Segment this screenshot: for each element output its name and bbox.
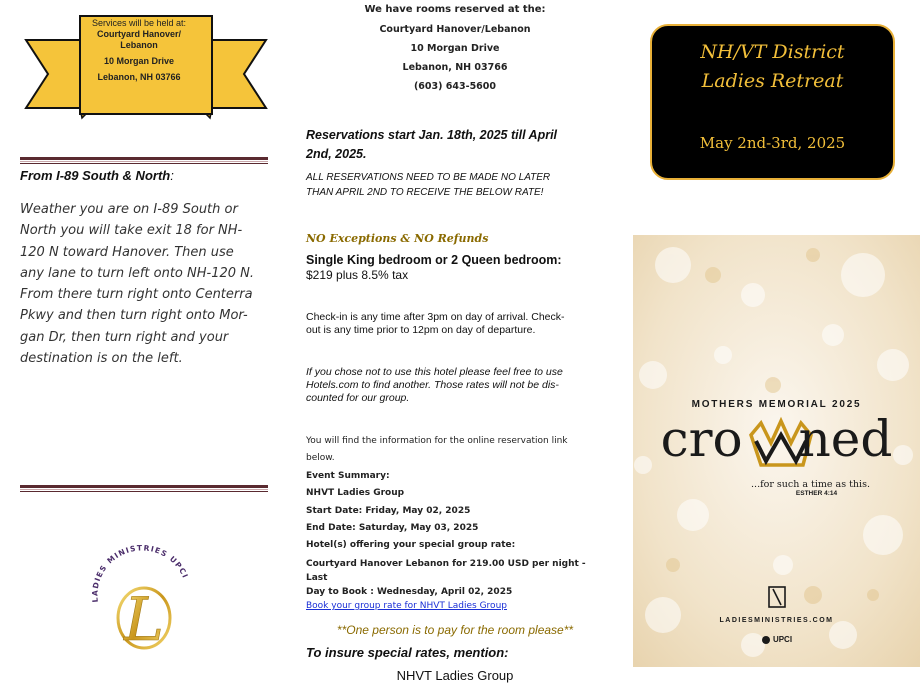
directions-line: Pkwy and then turn right onto Mor-: [20, 308, 248, 324]
retreat-title-box: [650, 24, 895, 180]
ladies-ministries-logo: [84, 540, 200, 658]
banner-text: [80, 18, 198, 83]
checkin-line-1: Check-in is any time after 3pm on day of arrival. Check-: [306, 311, 565, 323]
deadline-line-1: ALL RESERVATIONS NEED TO BE MADE NO LATER: [306, 172, 551, 183]
directions-body: [20, 199, 268, 369]
reservations-dates: [306, 126, 606, 164]
poster-verse: ESTHER 4:14: [795, 490, 838, 497]
title-line-1: NH/VT District: [700, 41, 845, 63]
info-line-2: below.: [306, 453, 335, 464]
retreat-dates: May 2nd-3rd, 2025: [699, 134, 846, 152]
divider-bottom: [20, 485, 268, 492]
hotel-phone: (603) 643-5600: [413, 81, 497, 92]
poster-tagline: ...for such a time as this.: [751, 479, 870, 490]
event-summary-label: Event Summary:: [306, 470, 390, 481]
alt-line-1: If you chose not to use this hotel please feel free to use: [306, 366, 563, 378]
crowned-poster: [633, 235, 920, 667]
rate-line-1: Courtyard Hanover Lebanon for 219.00 USD per night - Last: [306, 558, 586, 583]
alt-line-2: Hotels.com to find another. Those rates will not be dis-: [306, 379, 559, 391]
alternate-hotel-info: [306, 366, 606, 405]
alt-line-3: counted for our group.: [306, 392, 410, 404]
retreat-title: [652, 38, 893, 96]
directions-line: any lane to turn left onto NH-120 N.: [20, 265, 254, 281]
hotels-offering-label: Hotel(s) offering your special group rate:: [306, 540, 516, 551]
no-exceptions-notice: NO Exceptions & NO Refunds: [306, 232, 489, 245]
divider-top: [20, 157, 268, 164]
poster-title-end: ned: [798, 410, 893, 468]
directions-line: destination is on the left.: [20, 351, 183, 367]
poster-kicker: MOTHERS MEMORIAL 2025: [691, 399, 862, 410]
directions-heading: From I-89 South & North:: [20, 168, 174, 183]
banner-line-1: Services will be held at:: [91, 18, 187, 28]
room-type: Single King bedroom or 2 Queen bedroom:: [306, 253, 562, 267]
one-person-notice: **One person is to pay for the room please**: [336, 623, 574, 637]
hotel-name: Courtyard Hanover/Lebanon: [379, 24, 531, 35]
deadline-line-2: THAN APRIL 2ND TO RECEIVE THE BELOW RATE!: [306, 187, 544, 198]
room-price: $219 plus 8.5% tax: [306, 268, 409, 282]
banner-line-3: Lebanon: [120, 40, 158, 50]
banner-line-4: 10 Morgan Drive: [103, 56, 175, 66]
directions-line: From there turn right onto Centerra: [20, 287, 253, 303]
banner-line-2: Courtyard Hanover/: [96, 29, 182, 39]
rate-line-2: Day to Book : Wednesday, April 02, 2025: [306, 586, 513, 597]
checkin-info: [306, 311, 606, 337]
insure-rates-label: To insure special rates, mention:: [306, 645, 509, 660]
info-line-1: You will find the information for the online reservation link: [306, 436, 568, 446]
reservations-line-2: 2nd, 2025.: [306, 147, 367, 161]
logo-letter: L: [124, 585, 164, 655]
directions-line: 120 N toward Hanover. Then use: [20, 244, 234, 260]
directions-line: Weather you are on I-89 South or: [20, 202, 238, 217]
reservations-line-1: Reservations start Jan. 18th, 2025 till April: [306, 128, 558, 142]
poster-title-start: cro: [660, 410, 743, 468]
banner-line-5: Lebanon, NH 03766: [97, 72, 181, 82]
poster-org: UPCI: [772, 635, 793, 644]
book-group-rate-link[interactable]: Book your group rate for NHVT Ladies Group: [306, 600, 507, 611]
hotel-city: Lebanon, NH 03766: [402, 62, 508, 73]
directions-line: gan Dr, then turn right and your: [20, 329, 229, 345]
mention-group-name: NHVT Ladies Group: [396, 668, 514, 683]
title-line-2: Ladies Retreat: [701, 70, 844, 92]
poster-website: LADIESMINISTRIES.COM: [719, 617, 834, 624]
checkin-line-2: out is any time prior to 12pm on day of departure.: [306, 324, 536, 336]
reservations-deadline: [306, 170, 606, 200]
poster-title: [633, 411, 920, 471]
event-end-date: End Date: Saturday, May 03, 2025: [306, 523, 479, 534]
hotel-intro: We have rooms reserved at the:: [364, 4, 546, 15]
directions-line: North you will take exit 18 for NH-: [20, 223, 243, 239]
hotel-street: 10 Morgan Drive: [410, 43, 500, 54]
event-start-date: Start Date: Friday, May 02, 2025: [306, 505, 471, 516]
event-group-name: NHVT Ladies Group: [306, 488, 405, 499]
logo-arc-text: LADIES MINISTRIES UPCI: [90, 543, 191, 603]
reservation-details: [306, 433, 606, 613]
